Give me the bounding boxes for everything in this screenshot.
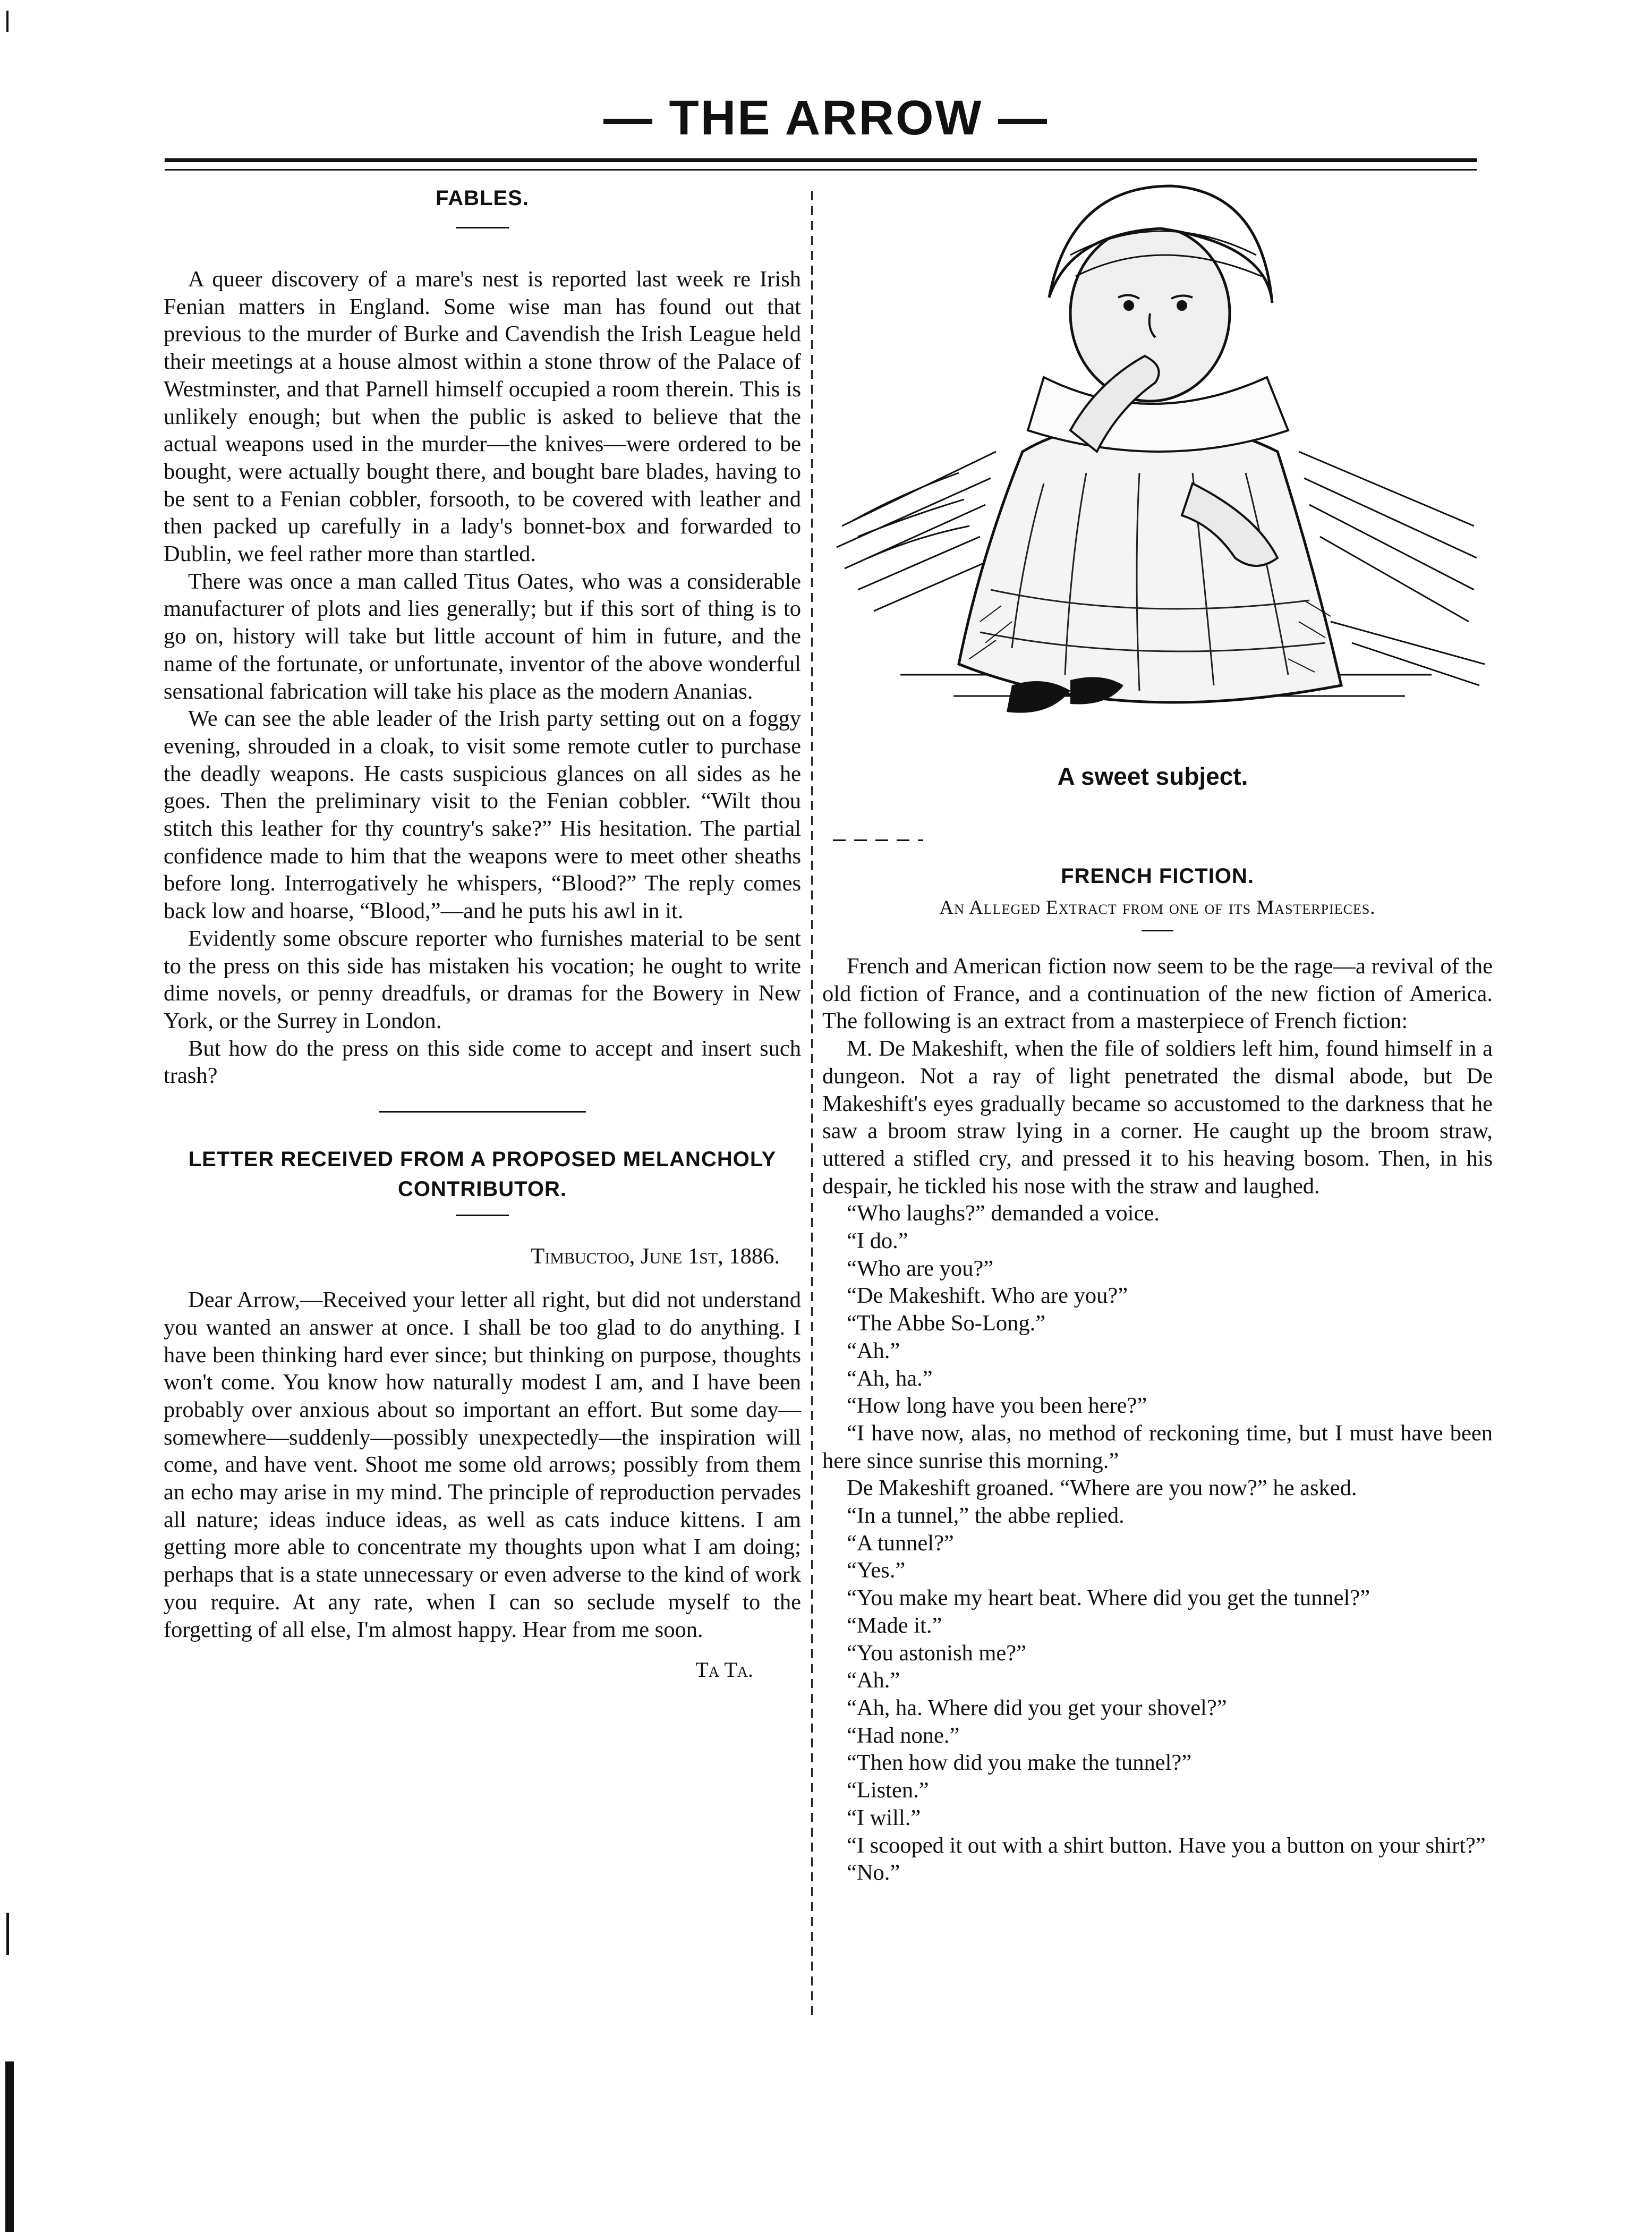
dialogue-line: “How long have you been here?” (847, 1393, 1147, 1419)
right-column (822, 829, 1493, 1887)
french-subheading: An Alleged Extract from one of its Masterpieces. (939, 897, 1376, 919)
scan-mark (6, 1913, 9, 1955)
heading-dash (1142, 930, 1173, 931)
french-paragraph: French and American fiction now seem to be the rage—a revival of the old fiction of France, and a continuation of the new fiction of America. The following is an extract from a masterpiece of French fiction: (822, 954, 1493, 1034)
dialogue-line: “Ah.” (847, 1668, 900, 1693)
dialogue-line: “Who laughs?” demanded a voice. (847, 1201, 1160, 1226)
dialogue-line: “De Makeshift. Who are you?” (847, 1283, 1128, 1309)
dialogue-line: “Ah, ha.” (847, 1365, 933, 1391)
left-column (164, 183, 801, 1682)
dialogue-line: “Ah, ha. Where did you get your shovel?” (847, 1695, 1227, 1720)
dialogue-line: “No.” (847, 1860, 900, 1886)
illustration-caption: A sweet subject. (1057, 762, 1248, 790)
scan-mark (6, 11, 8, 32)
dialogue-line: “In a tunnel,” the abbe replied. (847, 1503, 1125, 1529)
letter-signature: Ta Ta. (695, 1658, 753, 1682)
fables-paragraph: We can see the able leader of the Irish party setting out on a foggy evening, shrouded in a cloak, to visit some remote cutler to purchase the deadly weapons. He casts suspicious glances on all sides as he goes. Then the preliminary visit to the Fenian cobbler. “Wilt thou stitch this leather for thy country's sake?” His hesitation. The partial confidence made to him that the weapons were to meet other sheaths before long. Interrogatively he whispers, “Blood?” The reply comes back low and hoarse, “Blood,”—and he puts his awl in it. (164, 706, 801, 924)
article-separator (379, 1111, 586, 1113)
fables-paragraph: Evidently some obscure reporter who furnishes material to be sent to the press on this side has mistaken his vocation; he ought to write dime novels, or penny dreadfuls, or dramas for the Bowery in New York, or the Surrey in London. (164, 926, 801, 1033)
french-article (822, 953, 1493, 1887)
heading-dash (456, 1215, 509, 1216)
child-illustration (821, 154, 1490, 770)
dialogue-line: “Then how did you make the tunnel?” (847, 1750, 1192, 1776)
french-paragraph: M. De Makeshift, when the file of soldiers left him, found himself in a dungeon. Not a ray of light penetrated the dismal abode, but De Makeshift's eyes gradually became so accustomed to the darkness that he saw a broom straw lying in a corner. He caught up the broom straw, uttered a stifled cry, and pressed it to his heaving bosom. Then, in his despair, he tickled his nose with the straw and laughed. (822, 1036, 1493, 1199)
illustration-block (821, 154, 1495, 791)
masthead-title: — THE ARROW — (603, 91, 1049, 145)
dialogue-line: “You make my heart beat. Where did you get the tunnel?” (847, 1585, 1370, 1611)
dialogue-line: “I will.” (847, 1805, 921, 1830)
dialogue-line: “Ah.” (847, 1338, 900, 1363)
fables-paragraph: There was once a man called Titus Oates, who was a considerable manufacturer of plots and lies generally; but if this sort of thing is to go on, history will take but little account of him in future, and the name of the fortunate, or unfortunate, inventor of the above wonderful sensational fabrication will take his place as the modern Ananias. (164, 568, 801, 704)
fables-article (164, 266, 801, 1090)
scan-mark (5, 2061, 14, 2232)
dialogue-line: “I scooped it out with a shirt button. Have you a button on your shirt?” (847, 1832, 1486, 1858)
fables-paragraph: A queer discovery of a mare's nest is reported last week re Irish Fenian matters in England. Some wise man has found out that previous to the murder of Burke and Cavendish the Irish League held their meetings at a house almost within a stone throw of the Palace of Westminster, and that Parnell himself occupied a room therein. This is unlikely enough; but when the public is asked to believe that the actual weapons used in the murder—the knives—were ordered to be bought, were actually bought there, and bought bare blades, having to be sent to a Fenian cobbler, forsooth, to be covered with leather and then packed up carefully in a lady's bonnet-box and forwarded to Dublin, we feel rather more than startled. (164, 267, 801, 567)
dialogue-line: “You astonish me?” (847, 1640, 1027, 1666)
dialogue-line: “The Abbe So-Long.” (847, 1311, 1046, 1336)
dialogue-line: “Listen.” (847, 1778, 929, 1803)
dialogue-line: “I have now, alas, no method of reckoning time, but I must have been here since sunrise this morning.” (822, 1420, 1493, 1473)
fables-paragraph: But how do the press on this side come to accept and insert such trash? (164, 1036, 801, 1089)
letter-dateline: Timbuctoo, June 1st, 1886. (531, 1244, 780, 1269)
dialogue-line: “Had none.” (847, 1722, 960, 1748)
dialogue-line: “I do.” (847, 1228, 908, 1254)
caption-dash (833, 839, 923, 841)
dialogue-line: “Who are you?” (847, 1255, 994, 1281)
dialogue-line: “Made it.” (847, 1613, 942, 1638)
heading-dash (456, 227, 509, 228)
letter-body: Dear Arrow,—Received your letter all right, but did not understand you wanted an answer at once. I shall be too glad to do anything. I have been thinking hard ever since; but thinking on purpose, thoughts won't come. You know how naturally modest I am, and I have been probably over anxious about so important an effort. But some day—somewhere—suddenly—possibly unexpectedly—the inspiration will come, and have vent. Shoot me some old arrows; possibly from them an echo may arise in my mind. The principle of reproduction pervades all nature; ideas induce ideas, as well as cats induce kittens. I am getting more able to concentrate my thoughts upon what I am doing; perhaps that is a state unnecessary or even adverse to the kind of work you require. At any rate, when I can so seclude myself to the forgetting of all else, I'm almost happy. Hear from me soon. (164, 1287, 801, 1642)
letter-heading: LETTER RECEIVED FROM A PROPOSED MELANCHOLY CONTRIBUTOR. (188, 1148, 777, 1201)
dialogue-line: “A tunnel?” (847, 1530, 954, 1556)
french-heading: FRENCH FICTION. (1061, 864, 1254, 888)
fables-heading: FABLES. (436, 186, 529, 210)
dialogue-line: “Yes.” (847, 1558, 906, 1583)
column-divider (811, 191, 813, 2019)
dialogue-line: De Makeshift groaned. “Where are you now?” he asked. (847, 1475, 1357, 1501)
